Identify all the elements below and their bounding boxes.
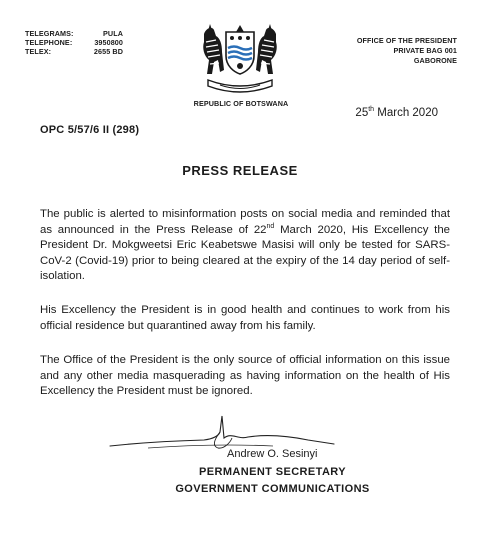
paragraph-1 <box>40 207 450 285</box>
signatory-department: GOVERNMENT COMMUNICATIONS <box>175 483 370 495</box>
republic-label: REPUBLIC OF BOTSWANA <box>193 99 289 108</box>
office-address <box>357 36 457 66</box>
office-line: GABORONE <box>413 56 457 65</box>
contact-row-telex <box>25 47 123 56</box>
date-suffix: th <box>368 106 375 114</box>
paragraph-1-part-b: March 2020, His Excellency the President Dr. Mokgweetsi Eric Keabetswe Masisi will only be tested for SARS-CoV-2 (Covid-19) prior to being cleared at the expiry of the 14 day period of self-isolation. <box>40 223 450 283</box>
contact-block <box>25 29 123 56</box>
signatory-title: PERMANENT SECRETARY <box>199 466 346 478</box>
contact-value: PULA <box>103 29 123 38</box>
signatory-name: Andrew O. Sesinyi <box>227 448 318 460</box>
paragraph-1-part-a: The public is alerted to misinformation posts on social media and reminded that as announced in the Press Release of 22 <box>40 208 450 236</box>
reference-number: OPC 5/57/6 II (298) <box>40 124 140 136</box>
office-line: OFFICE OF THE PRESIDENT <box>356 36 457 45</box>
contact-label: TELEPHONE: <box>25 38 73 47</box>
date-day: 25 <box>355 107 369 119</box>
contact-value: 3950800 <box>94 38 123 47</box>
coat-of-arms-icon <box>198 22 282 94</box>
document-title: PRESS RELEASE <box>182 163 298 178</box>
date-rest: March 2020 <box>374 107 438 119</box>
contact-value: 2655 BD <box>93 47 123 56</box>
paragraph-3: The Office of the President is the only source of official information on this issue and any other media masquerading as having information on the health of His Excellency the President must be ignored. <box>40 354 450 398</box>
office-line: PRIVATE BAG 001 <box>393 46 457 55</box>
contact-label: TELEGRAMS: <box>25 29 74 38</box>
document-date <box>355 107 438 119</box>
paragraph-1-superscript: nd <box>266 222 275 230</box>
paragraph-2: His Excellency the President is in good health and continues to work from his official residence but quarantined away from his family. <box>40 304 450 332</box>
contact-row-telegrams <box>25 29 123 38</box>
contact-label: TELEX: <box>25 47 52 56</box>
contact-row-telephone <box>25 38 123 47</box>
